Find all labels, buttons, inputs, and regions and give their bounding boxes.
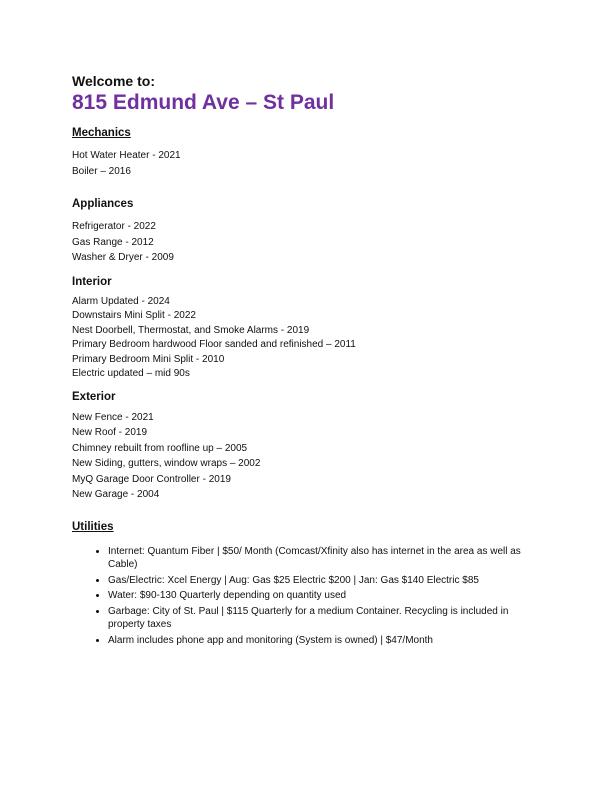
- exterior-item: New Fence - 2021: [72, 411, 154, 423]
- interior-item: Electric updated – mid 90s: [72, 368, 190, 379]
- mechanics-heading: Mechanics: [72, 127, 131, 139]
- exterior-heading: Exterior: [72, 390, 116, 403]
- appliances-heading: Appliances: [72, 198, 134, 210]
- appliances-item: Washer & Dryer - 2009: [72, 252, 174, 263]
- appliances-item: Gas Range - 2012: [72, 236, 154, 248]
- interior-item: Downstairs Mini Split - 2022: [72, 310, 196, 321]
- exterior-item: New Garage - 2004: [72, 489, 160, 500]
- utilities-heading: Utilities: [72, 520, 114, 533]
- mechanics-item: Hot Water Heater - 2021: [72, 150, 181, 161]
- interior-item: Alarm Updated - 2024: [72, 295, 170, 307]
- interior-heading: Interior: [72, 275, 112, 288]
- utilities-item: • Water: $90-130 Quarterly depending on quantity used: [108, 589, 540, 603]
- utilities-item: • Gas/Electric: Xcel Energy | Aug: Gas $25 Electric $200 | Jan: Gas $140 Electric $85: [108, 574, 540, 588]
- utilities-item: • Garbage: City of St. Paul | $115 Quarterly for a medium Container. Recycling is included in property taxes: [108, 605, 540, 632]
- interior-item: Primary Bedroom hardwood Floor sanded and refinished – 2011: [72, 339, 356, 350]
- mechanics-section: [72, 126, 540, 179]
- exterior-item: New Roof - 2019: [72, 427, 148, 438]
- document-page: [72, 72, 540, 649]
- exterior-section: [72, 390, 540, 503]
- mechanics-item: Boiler – 2016: [72, 165, 131, 177]
- interior-item: Nest Doorbell, Thermostat, and Smoke Alarms - 2019: [72, 324, 310, 336]
- interior-item: Primary Bedroom Mini Split - 2010: [72, 353, 225, 365]
- appliances-section: [72, 197, 540, 266]
- utilities-item: • Alarm includes phone app and monitoring (System is owned) | $47/Month: [108, 634, 540, 648]
- exterior-item: Chimney rebuilt from roofline up – 2005: [72, 442, 248, 454]
- appliances-item: Refrigerator - 2022: [72, 221, 156, 232]
- utilities-section: [72, 520, 540, 648]
- welcome-label: Welcome to:: [72, 73, 155, 89]
- interior-section: [72, 275, 540, 382]
- exterior-item: MyQ Garage Door Controller - 2019: [72, 473, 231, 485]
- property-address-title: 815 Edmund Ave – St Paul: [72, 91, 335, 114]
- exterior-item: New Siding, gutters, window wraps – 2002: [72, 458, 261, 469]
- utilities-item: • Internet: Quantum Fiber | $50/ Month (Comcast/Xfinity also has internet in the area as well as Cable): [108, 545, 540, 572]
